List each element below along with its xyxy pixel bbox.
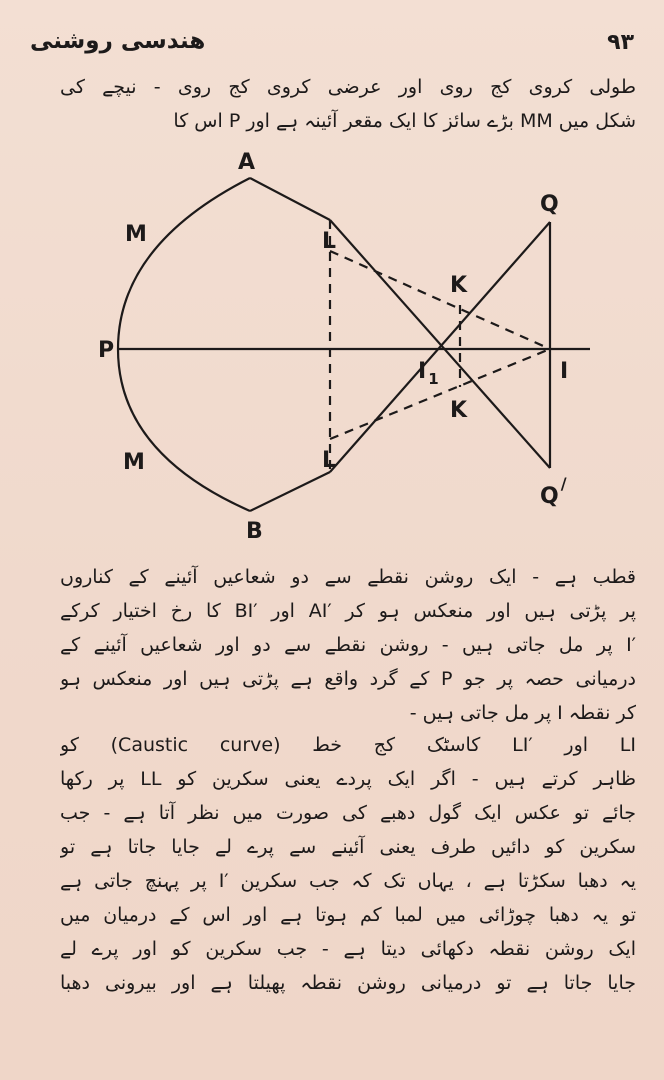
text-line: سکرین کو دائیں طرف یعنی آئینے سے پرے لے جایا جاتا ہے تو (60, 836, 636, 858)
label-L-top: L (322, 229, 337, 254)
text-line: LI اور ′LI کاسٹک کج خط (Caustic curve) کو (60, 734, 636, 756)
label-P: P (98, 338, 115, 363)
label-K-bottom: K (450, 398, 468, 423)
ray-line (250, 472, 330, 511)
text-line: جائے تو عکس ایک گول دھبے کی صورت میں نظر آتا ہے - جب (60, 802, 636, 824)
label-Q: Q (540, 192, 559, 217)
text-line: ایک روشن نقطہ دکھائی دیتا ہے - جب سکرین کو اور پرے لے (60, 938, 636, 960)
label-A: A (238, 150, 256, 175)
label-B: B (246, 519, 263, 544)
ray-line (330, 220, 550, 468)
text-line: کر نقطہ I پر مل جاتی ہیں - (409, 702, 636, 724)
label-L-bottom: L (322, 448, 337, 473)
text-line: جایا جاتا ہے تو درمیانی روشن نقطہ پھیلتا ہے اور بیرونی دھبا (60, 972, 636, 994)
label-I: I (560, 359, 569, 384)
label-M-bottom: M (123, 450, 145, 475)
page-title: هندسی روشنی (30, 28, 206, 54)
dashed-ray (330, 251, 550, 349)
label-K-top: K (450, 273, 468, 298)
page-number: ۹۳ (607, 30, 634, 55)
text-line: ′I پر مل جاتی ہیں - روشن نقطے سے دو اور شعاعیں آئینے کے (60, 634, 636, 656)
dashed-ray (330, 349, 550, 439)
body-paragraph (60, 728, 636, 1000)
text-line: درمیانی حصہ پر جو P کے گرد واقع ہے پڑتی ہیں اور منعکس ہو (60, 668, 636, 690)
ray-line (330, 222, 550, 472)
ray-line (250, 178, 330, 220)
text-line: یہ دھبا سکڑتا ہے ، یہاں تک کہ جب سکرین ′I پر پہنچ جاتی ہے (60, 870, 636, 892)
text-line: طولی کروی کج روی اور عرضی کروی کج روی - نیچے کی (60, 76, 636, 98)
text-line: تو یہ دھبا چوڑائی میں لمبا کم ہوتا ہے اور اس کے درمیان میں (60, 904, 636, 926)
label-Q-prime: Q/ (540, 474, 567, 509)
text-line: قطب ہے - ایک روشن نقطے سے دو شعاعیں آئینے کے کناروں (60, 566, 636, 588)
text-line: پر پڑتی ہیں اور منعکس ہو کر ′AI اور ′BI کا رخ اختیار کرکے (60, 600, 636, 622)
intro-paragraph (60, 70, 636, 138)
text-line: ظاہر کرتے ہیں - اگر ایک پردے یعنی سکرین کو LL پر رکھا (60, 768, 636, 790)
text-line: شکل میں MM بڑے سائز کا ایک مقعر آئینہ ہے اور P اس کا (173, 110, 636, 132)
label-M-top: M (125, 222, 147, 247)
label-I1: I $_1$ (418, 359, 439, 388)
spherical-aberration-diagram (0, 135, 664, 555)
page-header (30, 28, 634, 68)
body-paragraph (60, 560, 636, 730)
